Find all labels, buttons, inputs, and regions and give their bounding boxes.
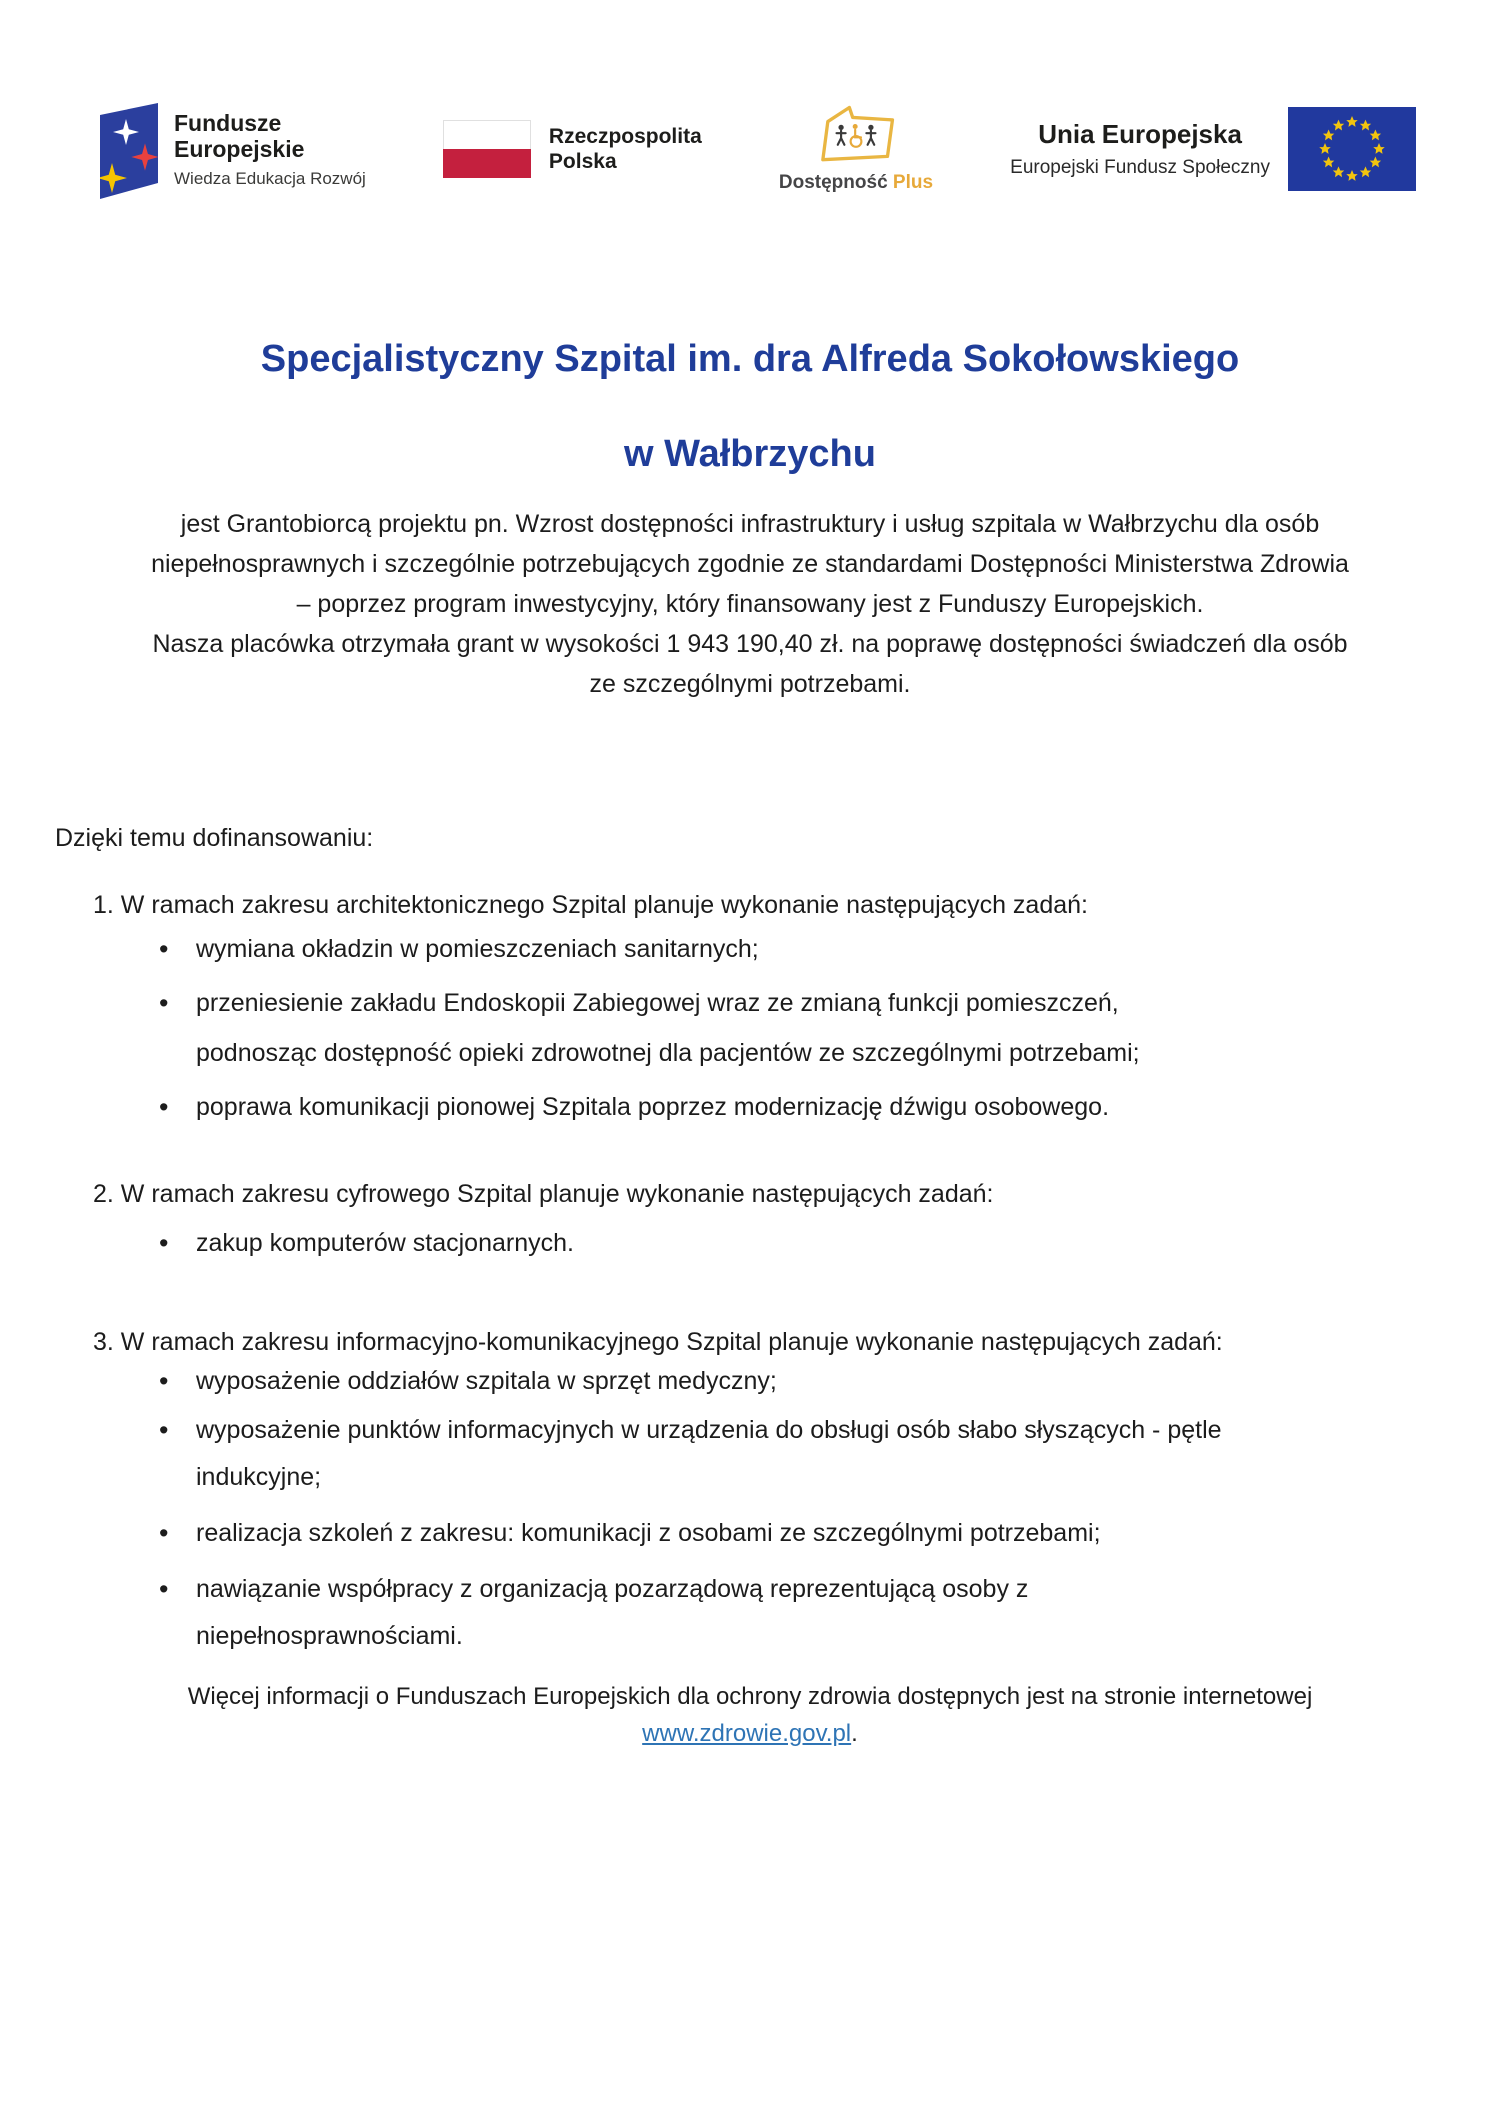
- bullet-icon: •: [159, 1366, 169, 1396]
- poland-flag-icon: [443, 120, 531, 178]
- footer-note: [0, 1678, 1500, 1752]
- unia-text: [1010, 119, 1270, 179]
- footer-period: .: [851, 1720, 858, 1747]
- list-item-text: przeniesienie zakładu Endoskopii Zabiegowej wraz ze zmianą funkcji pomieszczeń, podnosząc dostępność opieki zdrowotnej dla pacjentów ze szczególnymi potrzebami;: [196, 989, 1140, 1067]
- fundusze-subtitle: Wiedza Edukacja Rozwój: [174, 168, 366, 188]
- list-item-text: realizacja szkoleń z zakresu: komunikacji z osobami ze szczególnymi potrzebami;: [196, 1519, 1101, 1547]
- polska-title-line1: Rzeczpospolita: [548, 125, 702, 148]
- fundusze-europejskie-logo: [100, 99, 366, 199]
- intro-line: – poprzez program inwestycyjny, który finansowany jest z Funduszy Europejskich.: [296, 590, 1204, 618]
- eu-flag-icon: [1288, 107, 1416, 191]
- list-item: [159, 978, 1500, 1078]
- list-item-text: poprawa komunikacji pionowej Szpitala poprzez modernizację dźwigu osobowego.: [196, 1093, 1110, 1121]
- list-item: [159, 1218, 1500, 1268]
- section-information-communication: [0, 1328, 1500, 1660]
- bullet-icon: •: [159, 1092, 169, 1122]
- bullet-list: [0, 1218, 1500, 1268]
- list-item: [159, 1407, 1500, 1501]
- bullet-icon: •: [159, 934, 169, 964]
- plus-label: Plus: [892, 171, 934, 193]
- fundusze-title-line2: Europejskie: [174, 135, 305, 162]
- zdrowie-gov-link[interactable]: www.zdrowie.gov.pl: [642, 1720, 852, 1747]
- dostepnosc-label: Dostępność: [778, 171, 888, 193]
- section-architectural: [0, 891, 1500, 1132]
- footer-text: Więcej informacji o Funduszach Europejskich dla ochrony zdrowia dostępnych jest na stronie internetowej: [187, 1683, 1313, 1710]
- bullet-list: [0, 924, 1500, 1132]
- unia-title: Unia Europejska: [1038, 119, 1242, 149]
- section-digital: [0, 1180, 1500, 1268]
- list-item-text: nawiązanie współpracy z organizacją pozarządową reprezentującą osoby z niepełnosprawnościami.: [196, 1575, 1029, 1650]
- dostepnosc-plus-emblem-icon: [814, 105, 898, 163]
- list-item: [159, 1566, 1500, 1660]
- bullet-icon: •: [159, 1518, 169, 1548]
- list-item-text: zakup komputerów stacjonarnych.: [196, 1229, 574, 1257]
- list-item-text: wyposażenie oddziałów szpitala w sprzęt medyczny;: [196, 1367, 777, 1395]
- unia-europejska-logo: [1010, 107, 1416, 191]
- list-item: [159, 1082, 1500, 1132]
- intro-line: jest Grantobiorcą projektu pn. Wzrost dostępności infrastruktury i usług szpitala w Wałbrzychu dla osób: [180, 510, 1320, 538]
- fundusze-title-line1: Fundusze: [174, 109, 282, 136]
- intro-line: niepełnosprawnych i szczególnie potrzebujących zgodnie ze standardami Dostępności Ministerstwa Zdrowia: [151, 550, 1349, 578]
- unia-subtitle: Europejski Fundusz Społeczny: [1010, 157, 1270, 178]
- page-title-line2: w Wałbrzychu: [624, 433, 876, 475]
- bullet-icon: •: [159, 1574, 169, 1604]
- bullet-list: [0, 1358, 1500, 1660]
- logo-strip: [0, 0, 1500, 210]
- polska-title-line2: Polska: [548, 150, 617, 173]
- intro-line: Nasza placówka otrzymała grant w wysokości 1 943 190,40 zł. na poprawę dostępności świadczeń dla osób: [152, 630, 1348, 658]
- fundusze-flag-icon: [100, 99, 158, 199]
- bullet-icon: •: [159, 1415, 169, 1445]
- section-heading: 3. W ramach zakresu informacyjno-komunikacyjnego Szpital planuje wykonanie następujących zadań:: [93, 1328, 1223, 1356]
- section-heading: 2. W ramach zakresu cyfrowego Szpital planuje wykonanie następujących zadań:: [93, 1180, 994, 1208]
- page-title-line1: Specjalistyczny Szpital im. dra Alfreda Sokołowskiego: [260, 338, 1240, 380]
- footer-link-line: [0, 1715, 1500, 1752]
- list-item: [159, 924, 1500, 974]
- lead-text: Dzięki temu dofinansowaniu:: [55, 824, 374, 852]
- list-item: [159, 1358, 1500, 1405]
- fundusze-text: [174, 110, 366, 189]
- intro-paragraph: [0, 504, 1500, 704]
- dostepnosc-plus-logo: [779, 105, 933, 194]
- bullet-icon: •: [159, 1228, 169, 1258]
- list-item: [159, 1510, 1500, 1557]
- bullet-icon: •: [159, 988, 169, 1018]
- polska-text: [549, 124, 702, 174]
- list-item-text: wyposażenie punktów informacyjnych w urządzenia do obsługi osób słabo słyszących - pętle indukcyjne;: [196, 1416, 1222, 1491]
- section-heading: 1. W ramach zakresu architektonicznego Szpital planuje wykonanie następujących zadań:: [93, 891, 1088, 919]
- list-item-text: wymiana okładzin w pomieszczeniach sanitarnych;: [196, 935, 759, 963]
- intro-line: ze szczególnymi potrzebami.: [589, 670, 911, 698]
- rzeczpospolita-polska-logo: [443, 120, 702, 178]
- dostepnosc-plus-text: [779, 172, 933, 194]
